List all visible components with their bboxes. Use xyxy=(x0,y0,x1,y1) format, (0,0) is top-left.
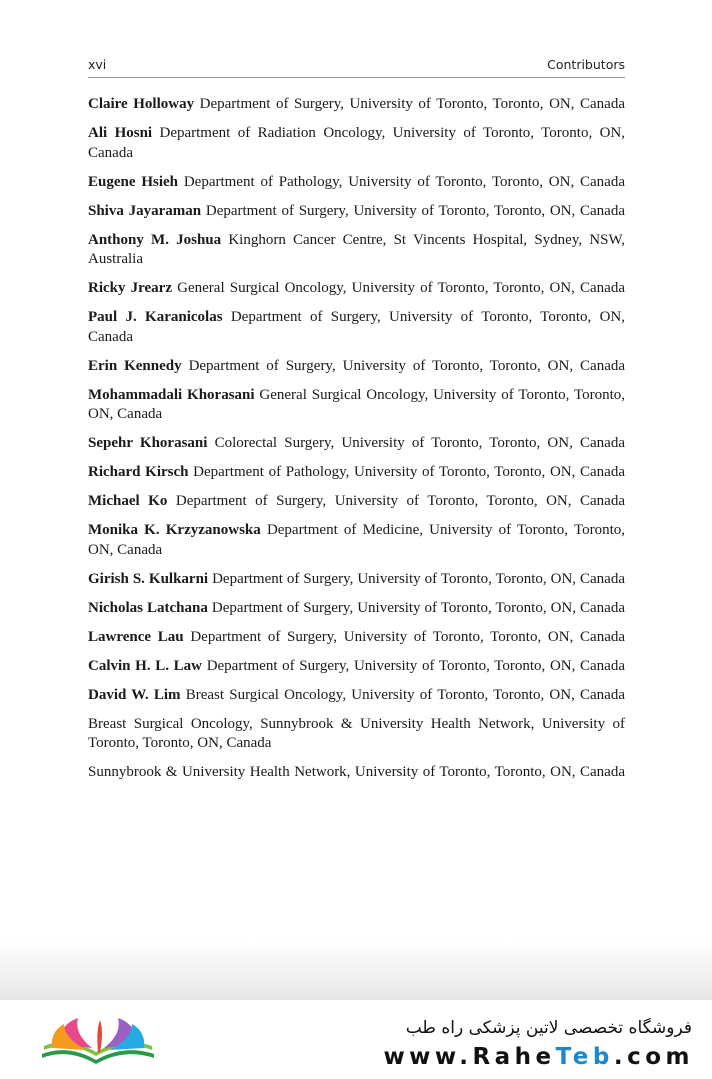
contributor-entry xyxy=(88,386,625,425)
contributor-affiliation: Department of Pathology, University of Toronto, Toronto, ON, Canada xyxy=(193,464,625,480)
page-number: xvi xyxy=(88,57,107,72)
contributor-entry xyxy=(88,357,625,377)
store-url[interactable]: www.RaheTeb.com xyxy=(383,1044,694,1070)
contributor-entry xyxy=(88,173,625,193)
contributor-affiliation: Department of Surgery, University of Toronto, Toronto, ON, Canada xyxy=(205,202,625,219)
contributor-entry xyxy=(88,279,625,299)
contributor-affiliation: Department of Surgery, University of Toronto, Toronto, ON, Canada xyxy=(199,96,625,112)
contributor-entry xyxy=(88,686,625,706)
contributor-affiliation: Kinghorn Cancer Centre, St Vincents Hospital, Sydney, NSW, Australia xyxy=(88,231,625,267)
contributor-name: Richard Kirsch xyxy=(88,464,189,480)
contributor-entry xyxy=(88,202,625,222)
contributor-name: Monika K. Krzyzanowska xyxy=(88,522,261,538)
contributor-affiliation: Department of Surgery, University of Toronto, Toronto, ON, Canada xyxy=(211,599,625,616)
contributor-affiliation: Department of Surgery, University of Toronto, Toronto, ON, Canada xyxy=(188,357,626,374)
contributor-entry xyxy=(88,599,625,619)
contributor-entry xyxy=(88,521,625,560)
contributor-affiliation: Department of Medicine, University of Toronto, Toronto, ON, Canada xyxy=(88,522,625,558)
contributor-entry xyxy=(88,628,625,648)
contributor-affiliation: Department of Radiation Oncology, University of Toronto, Toronto, ON, Canada xyxy=(88,125,626,161)
contributor-affiliation: General Surgical Oncology, University of Toronto, Toronto, ON, Canada xyxy=(177,280,625,296)
contributor-entry xyxy=(88,657,625,677)
contributor-affiliation: Sunnybrook & University Health Network, University of Toronto, Toronto, ON, Canada xyxy=(88,764,625,780)
contributor-name: Girish S. Kulkarni xyxy=(88,570,209,587)
contributor-entry xyxy=(88,492,625,512)
running-head xyxy=(88,55,625,78)
contributor-name: Sepehr Khorasani xyxy=(88,435,208,451)
contributor-affiliation: Department of Surgery, University of Toronto, Toronto, ON, Canada xyxy=(206,657,625,674)
contributor-name: Claire Holloway xyxy=(88,96,195,112)
contributor-name: Calvin H. L. Law xyxy=(88,657,203,674)
contributor-affiliation: Breast Surgical Oncology, University of Toronto, Toronto, ON, Canada xyxy=(185,686,625,703)
contributor-name: Paul J. Karanicolas xyxy=(88,309,223,325)
contributor-affiliation: Department of Surgery, University of Toronto, Toronto, ON, Canada xyxy=(88,309,626,345)
contributor-entry xyxy=(88,124,625,163)
store-name: فروشگاه تخصصی لاتین پزشکی راه طب xyxy=(405,1018,692,1038)
contributor-name: Shiva Jayaraman xyxy=(88,202,202,219)
contributor-affiliation: Department of Surgery, University of Toronto, Toronto, ON, Canada xyxy=(212,570,626,587)
contributor-entry xyxy=(88,463,625,483)
contributor-affiliation: Breast Surgical Oncology, Sunnybrook & University Health Network, University of Toronto, Toronto, ON, Canada xyxy=(88,715,625,751)
contributor-affiliation: Department of Surgery, University of Toronto, Toronto, ON, Canada xyxy=(190,628,626,645)
contributor-name: Ali Hosni xyxy=(88,125,153,141)
section-title: Contributors xyxy=(547,57,625,72)
contributor-affiliation: Colorectal Surgery, University of Toronto, Toronto, ON, Canada xyxy=(214,435,625,451)
contributor-name: Erin Kennedy xyxy=(88,357,182,374)
contributor-name: Mohammadali Khorasani xyxy=(88,386,255,403)
contributor-entry xyxy=(88,231,625,270)
contributor-entry xyxy=(88,308,625,347)
store-url-accent: Teb xyxy=(555,1044,614,1070)
contributor-affiliation: Department of Pathology, University of Toronto, Toronto, ON, Canada xyxy=(183,173,626,190)
contributor-name: Eugene Hsieh xyxy=(88,173,178,190)
contributor-name: David W. Lim xyxy=(88,686,181,703)
contributor-affiliation: Department of Surgery, University of Toronto, Toronto, ON, Canada xyxy=(175,493,625,509)
contributor-entry xyxy=(88,95,625,115)
contributor-name: Michael Ko xyxy=(88,493,168,509)
contributor-name: Anthony M. Joshua xyxy=(88,231,222,248)
page-shadow xyxy=(0,940,712,1000)
contributor-name: Lawrence Lau xyxy=(88,628,184,645)
contributor-affiliation: General Surgical Oncology, University of Toronto, Toronto, ON, Canada xyxy=(88,386,626,422)
open-book-icon xyxy=(38,1012,158,1072)
contributor-entry xyxy=(88,763,625,783)
store-banner xyxy=(0,1000,712,1079)
contributor-name: Nicholas Latchana xyxy=(88,599,208,616)
contributor-entry xyxy=(88,715,625,754)
contributor-list xyxy=(88,95,625,792)
contributor-name: Ricky Jrearz xyxy=(88,280,172,296)
contributor-entry xyxy=(88,434,625,454)
contributor-entry xyxy=(88,570,625,590)
